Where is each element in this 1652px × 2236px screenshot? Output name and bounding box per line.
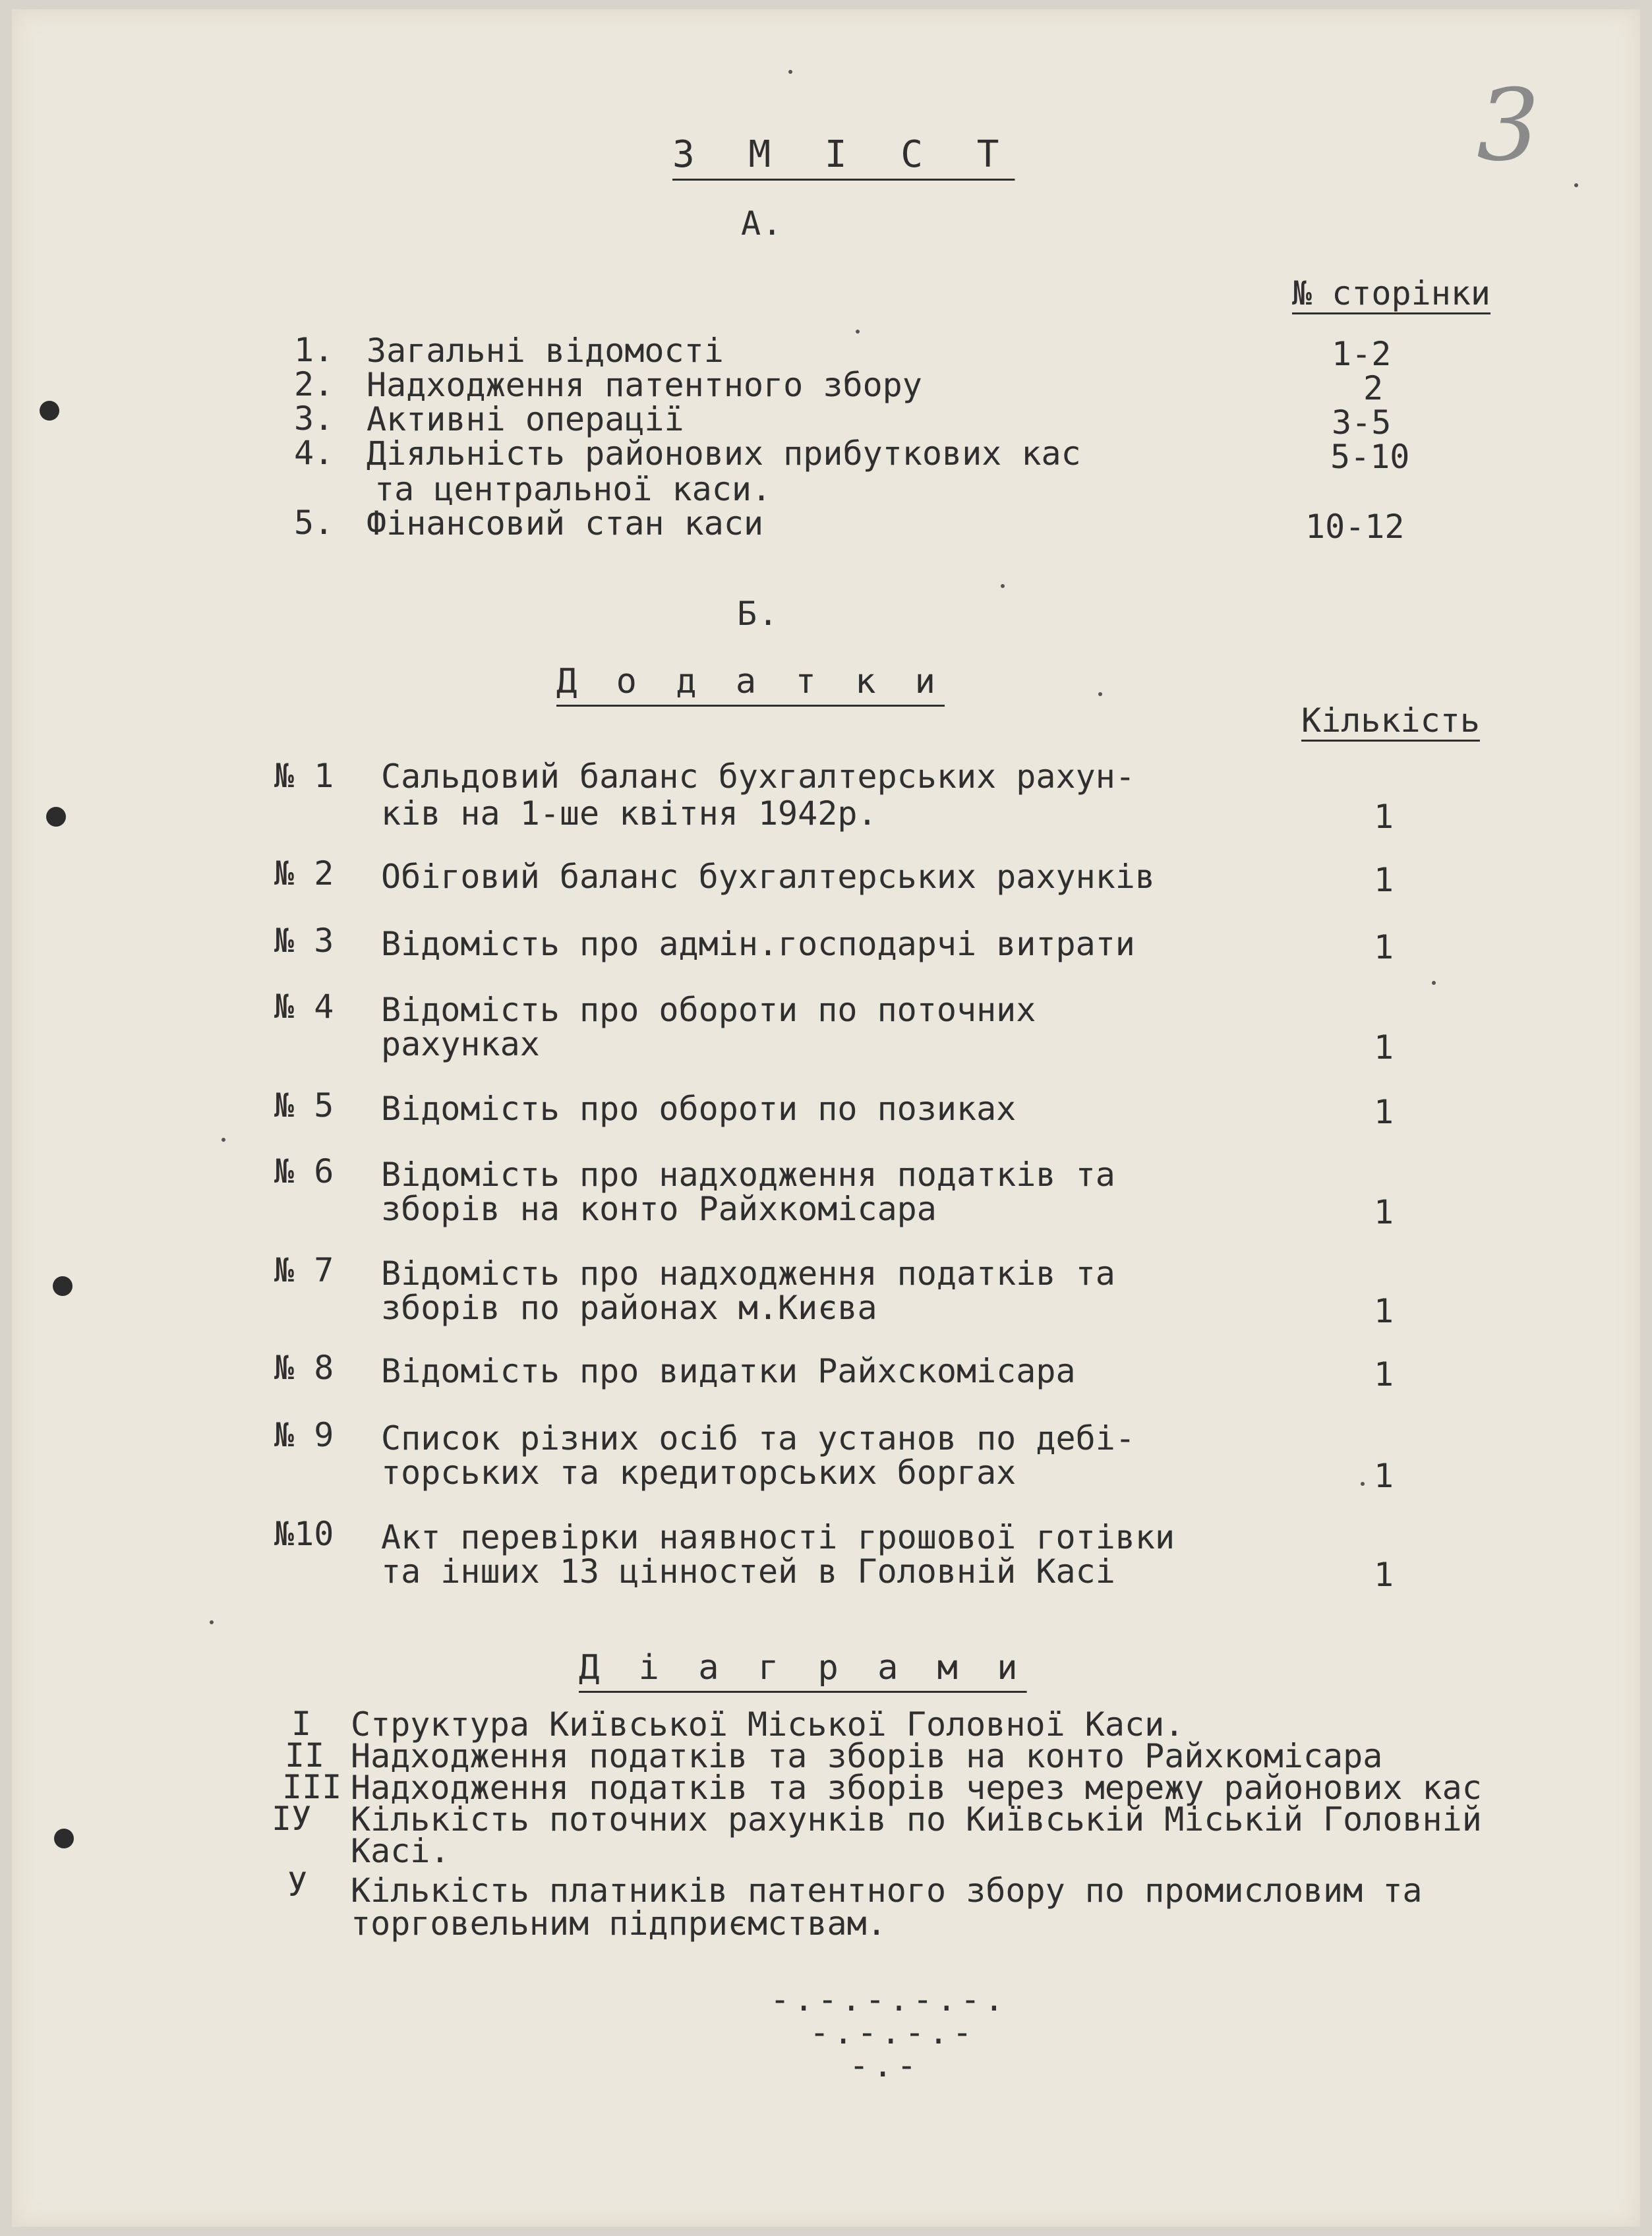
page-number: 3 bbox=[1477, 69, 1540, 183]
list-item-pages: 5-10 bbox=[1330, 438, 1410, 476]
appendix-count: 1 bbox=[1374, 1457, 1394, 1495]
diagram-number: ІІІ bbox=[282, 1768, 342, 1806]
appendix-number: № 5 bbox=[274, 1086, 334, 1125]
speck bbox=[210, 1620, 214, 1624]
appendix-text: Відомість про обороти по поточних bbox=[381, 991, 1036, 1029]
appendix-text: Сальдовий баланс бухгалтерських рахун- bbox=[381, 757, 1135, 796]
appendix-count: 1 bbox=[1374, 928, 1394, 966]
appendix-count: 1 bbox=[1374, 1193, 1394, 1231]
list-item-number: 1. bbox=[294, 331, 334, 369]
appendix-number: № 9 bbox=[274, 1416, 334, 1454]
list-item-text: Діяльність районових прибуткових кас bbox=[367, 434, 1081, 473]
diagram-text: Кількість поточних рахунків по Київській Міській Головній bbox=[351, 1800, 1482, 1839]
speck bbox=[856, 330, 860, 334]
appendix-number: № 6 bbox=[274, 1152, 334, 1191]
appendix-count: 1 bbox=[1374, 1556, 1394, 1594]
punch-hole bbox=[40, 401, 59, 421]
appendix-number: № 2 bbox=[274, 854, 334, 893]
list-item-number: 5. bbox=[294, 504, 334, 542]
diagram-number: ІУ bbox=[272, 1800, 312, 1838]
punch-hole bbox=[54, 1829, 74, 1848]
diagram-number: ІІ bbox=[285, 1736, 325, 1775]
appendix-text: та інших 13 цінностей в Головній Касі bbox=[381, 1552, 1115, 1591]
appendix-text: Обіговий баланс бухгалтерських рахунків bbox=[381, 858, 1155, 896]
appendix-count: 1 bbox=[1374, 1355, 1394, 1394]
appendix-number: № 7 bbox=[274, 1251, 334, 1289]
diagram-number: У bbox=[287, 1866, 308, 1904]
appendix-count: 1 bbox=[1374, 1292, 1394, 1330]
list-item-text: Надходження патентного збору bbox=[367, 366, 922, 404]
list-item-text: Фінансовий стан каси bbox=[367, 504, 764, 543]
diagram-text: Надходження податків та зборів через мережу районових кас bbox=[351, 1769, 1482, 1807]
page-title: З М І С Т bbox=[672, 133, 1015, 176]
speck bbox=[788, 70, 792, 74]
closing-dashes: -.- bbox=[849, 2046, 921, 2084]
appendix-count: 1 bbox=[1374, 1093, 1394, 1131]
appendix-text: ків на 1-ше квітня 1942р. bbox=[381, 794, 877, 833]
document-page bbox=[12, 9, 1640, 2227]
appendix-text: Відомість про надходження податків та bbox=[381, 1254, 1115, 1293]
appendix-count: 1 bbox=[1374, 798, 1394, 836]
speck bbox=[1001, 584, 1005, 588]
appendix-number: №10 bbox=[274, 1515, 334, 1553]
count-column-header: Кількість bbox=[1301, 701, 1480, 740]
appendix-count: 1 bbox=[1374, 861, 1394, 899]
punch-hole bbox=[46, 807, 66, 827]
closing-dashes: -.-.-.- bbox=[810, 2013, 976, 2051]
diagram-text: Надходження податків та зборів на конто Райхкомісара bbox=[351, 1737, 1383, 1775]
diagram-text: Структура Київської Міської Головної Каси. bbox=[351, 1705, 1185, 1744]
appendix-text: торських та кредиторських боргах bbox=[381, 1454, 1017, 1492]
speck bbox=[1574, 183, 1578, 187]
list-item-pages: 1-2 bbox=[1332, 335, 1392, 373]
appendix-text: Відомість про адмін.господарчі витрати bbox=[381, 925, 1135, 963]
appendix-count: 1 bbox=[1374, 1028, 1394, 1067]
list-item-number: 3. bbox=[294, 399, 334, 438]
diagrams-title: Д і а г р а м и bbox=[579, 1648, 1027, 1688]
list-item-number: 4. bbox=[294, 434, 334, 472]
list-item-text: Загальні відомості bbox=[367, 332, 724, 370]
section-a-letter: А. bbox=[741, 204, 784, 243]
list-item-text-continued: та центральної каси. bbox=[374, 470, 772, 508]
diagram-number: І bbox=[291, 1705, 312, 1743]
section-b-title: Д о д а т к и bbox=[556, 662, 945, 701]
speck bbox=[1432, 981, 1436, 985]
appendix-number: № 8 bbox=[274, 1349, 334, 1387]
list-item-pages: 2 bbox=[1363, 369, 1384, 407]
appendix-number: № 3 bbox=[274, 922, 334, 960]
speck bbox=[1098, 692, 1102, 696]
appendix-text: Список різних осіб та установ по дебі- bbox=[381, 1419, 1135, 1457]
diagram-text: торговельним підприємствам. bbox=[351, 1904, 887, 1943]
appendix-text: зборів по районах м.Києва bbox=[381, 1289, 877, 1327]
speck bbox=[221, 1138, 225, 1142]
list-item-text: Активні операції bbox=[367, 400, 684, 438]
diagram-text: Касі. bbox=[351, 1832, 450, 1870]
appendix-number: № 1 bbox=[274, 757, 334, 795]
appendix-text: рахунках bbox=[381, 1025, 540, 1063]
appendix-text: Відомість про надходження податків та bbox=[381, 1156, 1115, 1194]
list-item-number: 2. bbox=[294, 365, 334, 403]
speck bbox=[1361, 1482, 1365, 1486]
appendix-number: № 4 bbox=[274, 987, 334, 1026]
list-item-pages: 3-5 bbox=[1332, 403, 1392, 442]
page-column-header: № сторінки bbox=[1292, 274, 1491, 312]
punch-hole bbox=[53, 1276, 73, 1296]
appendix-text: Акт перевірки наявності грошової готівки bbox=[381, 1518, 1175, 1556]
appendix-text: Відомість про обороти по позиках bbox=[381, 1090, 1017, 1128]
list-item-pages: 10-12 bbox=[1305, 508, 1405, 546]
appendix-text: Відомість про видатки Райхскомісара bbox=[381, 1352, 1076, 1390]
appendix-text: зборів на конто Райхкомісара bbox=[381, 1190, 937, 1228]
section-b-letter: Б. bbox=[737, 595, 780, 633]
diagram-text: Кількість платників патентного збору по промисловим та bbox=[351, 1871, 1423, 1910]
closing-dashes: -.-.-.-.-. bbox=[770, 1980, 1009, 2018]
